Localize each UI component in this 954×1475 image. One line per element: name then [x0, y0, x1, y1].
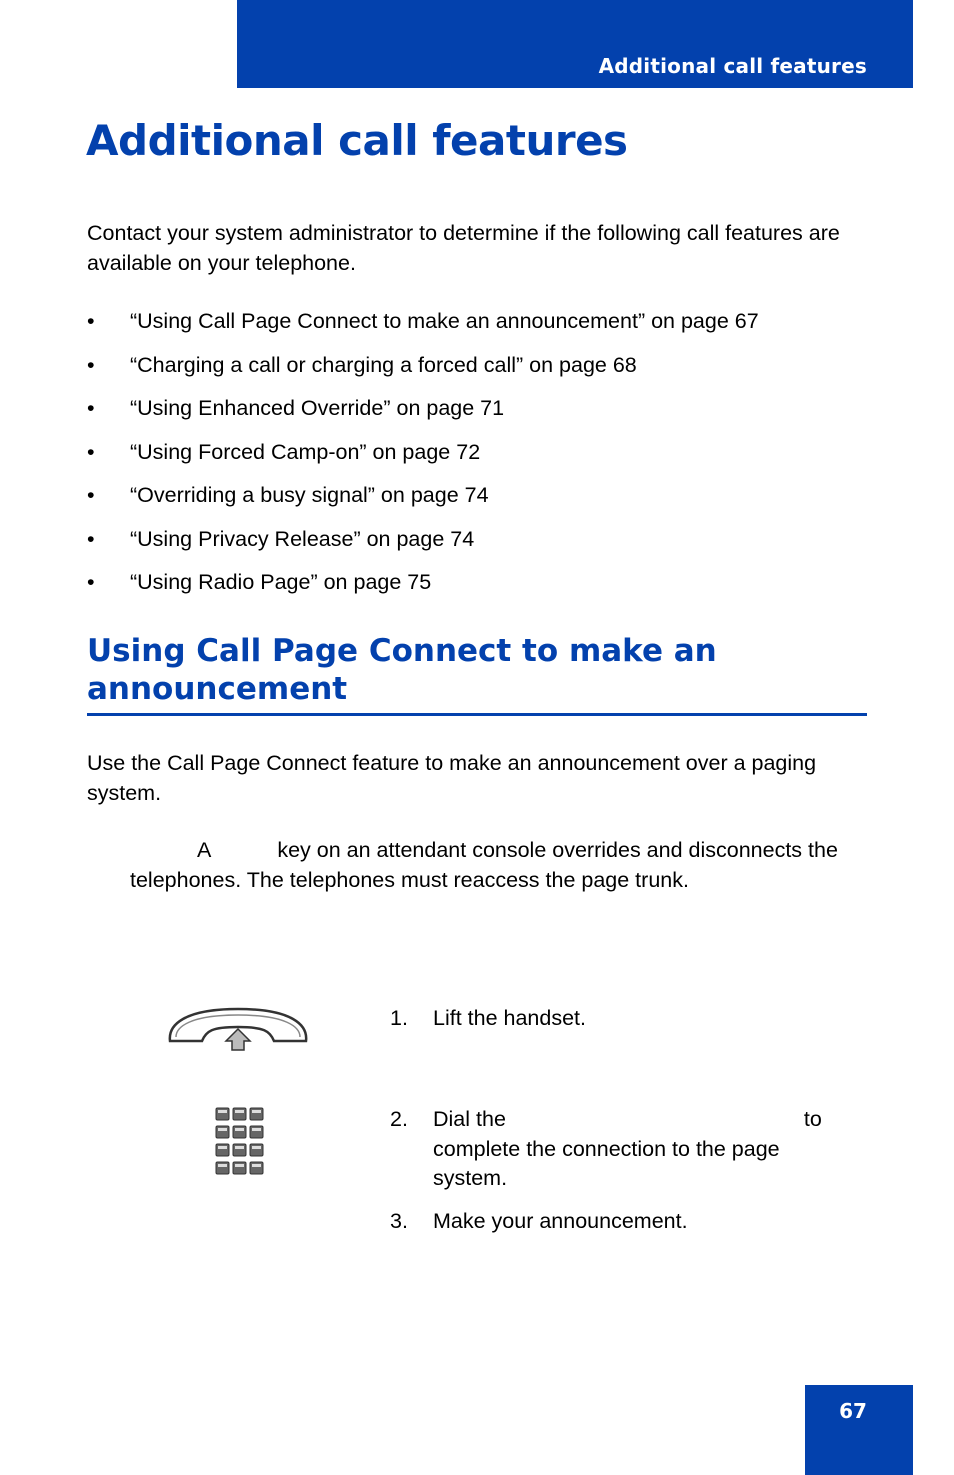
step-number: 1.: [390, 1006, 408, 1030]
bullet-marker: •: [87, 309, 95, 333]
feature-link[interactable]: “Charging a call or charging a forced call” on page 68: [130, 352, 637, 377]
feature-link[interactable]: “Using Enhanced Override” on page 71: [130, 396, 505, 420]
feature-link[interactable]: “Using Call Page Connect to make an announcement” on page 67: [130, 309, 759, 333]
step-2: [390, 1105, 850, 1194]
bullet-marker: •: [87, 352, 95, 377]
page-number: 67: [839, 1399, 867, 1423]
keypad-icon: [215, 1106, 265, 1176]
feature-link[interactable]: “Overriding a busy signal” on page 74: [130, 483, 489, 507]
list-item: [87, 567, 759, 611]
note-text-start: A: [197, 838, 212, 862]
note-paragraph: [130, 836, 870, 895]
section-divider: [87, 713, 867, 716]
list-item: [87, 524, 759, 568]
header-title: Additional call features: [598, 54, 867, 78]
bullet-marker: •: [87, 396, 95, 420]
note-text-rest: key on an attendant console overrides and disconnects the telephones. The telephones must reaccess the page trunk.: [130, 838, 838, 892]
feature-link[interactable]: “Using Forced Camp-on” on page 72: [130, 439, 481, 464]
step-3: [390, 1207, 850, 1237]
bullet-marker: •: [87, 526, 95, 551]
feature-link[interactable]: “Using Radio Page” on page 75: [130, 570, 432, 594]
list-item: [87, 393, 759, 437]
step-text: Make your announcement.: [433, 1209, 688, 1233]
page-title: Additional call features: [86, 116, 628, 165]
step-text: Lift the handset.: [433, 1006, 586, 1030]
list-item: [87, 306, 759, 350]
bullet-marker: •: [87, 439, 95, 464]
list-item: [87, 437, 759, 481]
step-number: 3.: [390, 1209, 408, 1233]
step-number: 2.: [390, 1107, 408, 1131]
footer-bar: [805, 1385, 913, 1475]
bullet-marker: •: [87, 483, 95, 507]
step-text: [433, 1105, 850, 1194]
intro-paragraph: Contact your system administrator to determine if the following call features are available on your telephone.: [87, 221, 840, 275]
feature-link[interactable]: “Using Privacy Release” on page 74: [130, 526, 475, 551]
step-text-before: Dial the: [433, 1107, 506, 1131]
feature-link-list: [87, 306, 759, 611]
section-intro: Use the Call Page Connect feature to make an announcement over a paging system.: [87, 751, 817, 805]
step-text-after: to complete the connection to the page system.: [433, 1107, 822, 1190]
handset-lift-icon: [166, 1003, 312, 1051]
list-item: [87, 480, 759, 524]
bullet-marker: •: [87, 570, 95, 594]
list-item: [87, 350, 759, 394]
step-1: [390, 1004, 850, 1034]
section-title: Using Call Page Connect to make an announcement: [87, 633, 717, 707]
header-bar: [237, 0, 913, 88]
